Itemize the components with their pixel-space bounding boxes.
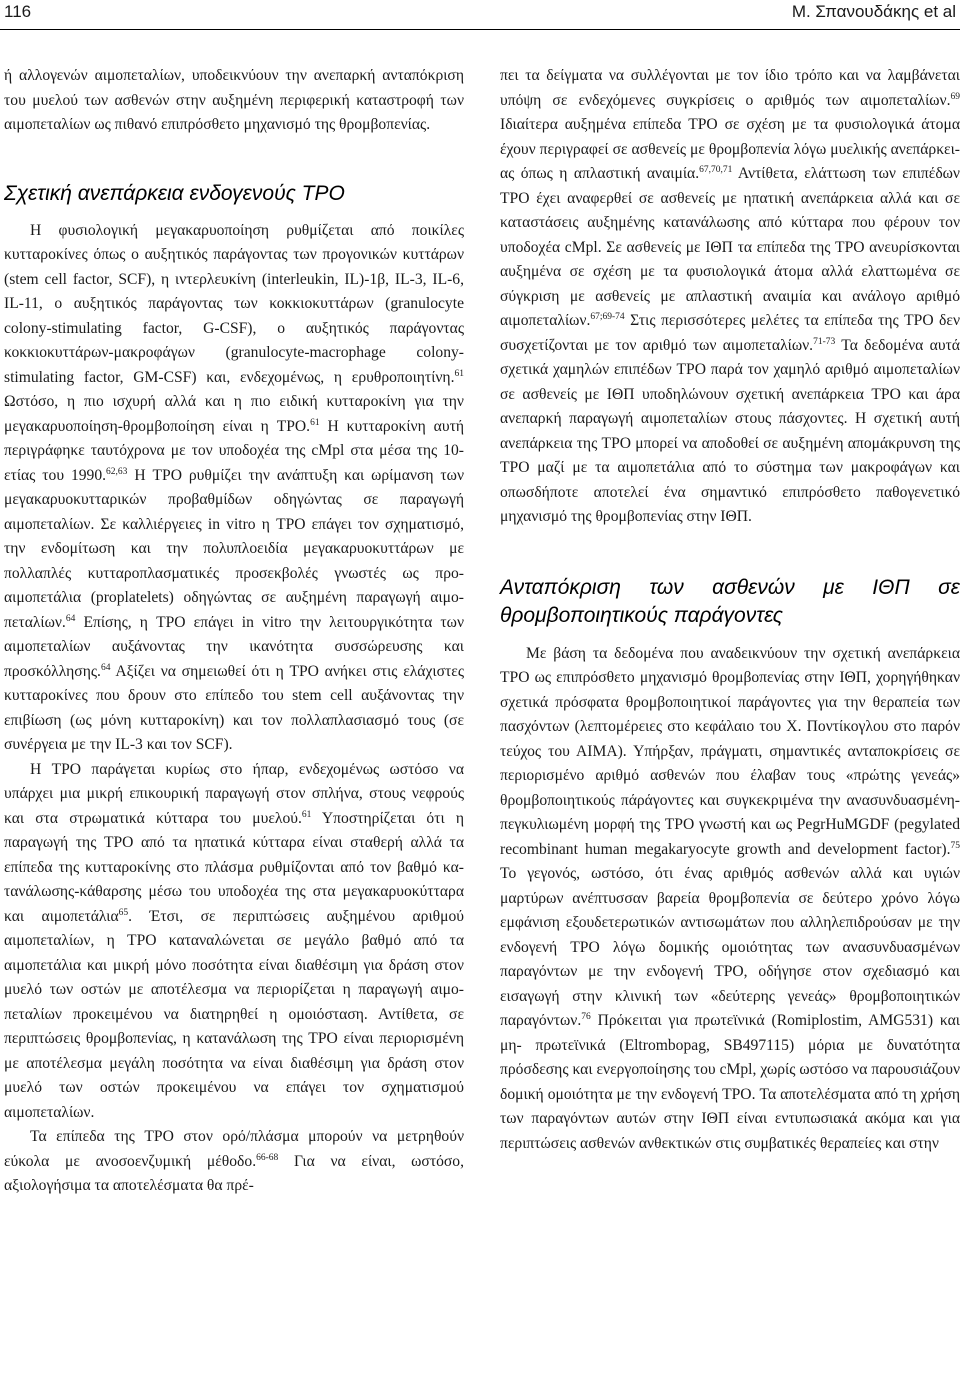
citation: 75 <box>950 840 960 851</box>
section-heading-tpo-insufficiency: Σχετική ανεπάρκεια ενδογενούς TPO <box>4 181 345 205</box>
paragraph-tpo-production: Η TPO παράγεται κυρίως στο ήπαρ, ενδεχομένως ωστόσο να υπάρχει μια μικρή επικουρική παραγωγή στον σπλήνα, στους νεφρούς και στα στρωματικά κύτταρα του μυελού.$^{61}$ Υποστηρίζεται ότι η παραγωγή της TPO από τα ηπατικά κύτταρα είναι σταθερή αλλά τα επίπεδα της κυτταροκίνης στο πλάσμα ρυθμίζονται από τον βαθμό κατανάλωσης-κάθαρσης μέσω του υποδοχέα της στα μεγακαρυοκύτταρα και αιμοπετάλια$^{65}$. Έτσι, σε περιπτώσεις αυξημένου αριθμού αιμοπεταλίων, η TPO καταναλώνεται σε μεγάλο βαθμό από τα αιμοπετάλια και μικρή μόνο ποσότητα είναι διαθέσιμη για δράση στον μυελό των οστών με αποτέλεσμα να περιορίζεται η παραγωγή αιμοπεταλίων προκειμένου να διατηρηθεί η ομοιόσταση. Αντίθετα, σε περιπτώσεις θρομβοπενίας, η κατανάλωση της TPO είναι περιορισμένη με αποτέλεσμα μεγάλη ποσότητα να είναι διαθέσιμη για δράση στον μυελό των οστών προκειμένου να επάγει τον σχηματισμού αιμοπεταλίων. <box>4 760 464 1121</box>
left-column <box>4 64 464 1199</box>
running-head: M. Σπανουδάκης et al <box>791 2 956 21</box>
citation: 64 <box>65 613 76 624</box>
page-number: 116 <box>4 2 32 21</box>
page-header <box>0 0 960 28</box>
citation: 66-68 <box>256 1152 279 1163</box>
citation: 76 <box>581 1011 591 1022</box>
citation: 71-73 <box>813 336 836 347</box>
citation: 67;69-74 <box>590 311 625 322</box>
header-rule <box>0 29 960 30</box>
paragraph-intro: ή αλλογενών αιμοπεταλίων, υποδεικνύουν την ανεπαρκή ανταπόκριση του μυελού των ασθενών στην αυξημένη περιφερική καταστροφή των αιμοπεταλίων ως πιθανό επιπρόσθετο μηχανισμό της θρομβοπενίας. <box>4 67 464 133</box>
citation: 64 <box>100 662 111 673</box>
paragraph-thrombopoietic-agents: Με βάση τα δεδομένα που αναδεικνύουν την σχετική ανεπάρκεια TPO ως επιπρόσθετο μηχανισμό θρομβοπενίας στην ΙΘΠ, χορηγήθηκαν σχετικά πρόσφατα θρομβοποιητικοί παράγοντες για την θεραπεία των πασχόντων (λεπτομέρειες στο κεφάλαιο του Χ. Ποντίκογλου στο παρόν τεύχος του ΑΙΜΑ). Υπήρξαν, πράγματι, σημαντικές ανταποκρίσεις σε περιορισμένο αριθμό ασθενών που έλαβαν τους «πρώτης γενεάς» θρομβοποιητικούς πάράγοντες και συγκεκριμένα την ανασυνδυασμένη-πεγκυλιωμένη μορφή της TPO γνωστή και ως PegrHuMGDF (pegylated recombinant human megakaryocyte growth and development factor).$^{75}$ Το γεγονός, ωστόσο, ότι ένας αριθμός ασθενών αλλά και υγιών μαρτύρων ανέπτυσσαν βαρεία θρομβοπενία σε δεύτερο χρόνο λόγω εμφάνιση εξουδετερωτικών αντισωμάτων που αλληλεπιδρούσαν με την ενδογενή TPO λόγω δομικής ομοιότητας των ανασυνδυασμένων παραγόντων με την ενδογενή TPO, οδήγησε στον σχεδιασμό και εισαγωγή στην κλινική των «δεύτερης γενεάς» θρομβοποιητικών παραγόντων.$^{76}$ Πρόκειται για πρωτεϊνικά (Romiplostim, AMG531) και μη- πρωτεϊνικά (Eltrombopag, SB497115) μόρια με δυνατότητα πρόσδεσης και ενεργοποίησης του cMpl, χωρίς ωστόσο να παρουσιάζουν δομική ομοιότητα με την ενδογενή TPO. Τα αποτελέσματα από τη χρήση των παραγόντων αυτών στην ΙΘΠ είναι εντυπωσιακά ακόμα και για περιπτώσεις ασθενών ανθεκτικών στις συμβατικές θεραπείες και στην <box>500 644 960 1152</box>
citation: 62,63 <box>106 466 128 477</box>
right-column <box>500 64 960 1156</box>
citation: 61 <box>310 417 320 428</box>
paragraph-tpo-levels: Τα επίπεδα της TPO στον ορό/πλάσμα μπορούν να μετρηθούν εύκολα με ανοσοενζυμική μέθοδο.$^{66-68}$ Για να είναι, ωστόσο, αξιολογήσιμα τα αποτελέσματα θα πρέ- <box>4 1128 464 1194</box>
section-heading-response: Ανταπόκριση των ασθενών με ΙΘΠ σε θρομβοποιητικούς παράγοντες <box>500 575 960 627</box>
citation: 67,70,71 <box>699 164 733 175</box>
citation: 69 <box>950 91 960 102</box>
citation: 61 <box>301 809 312 820</box>
citation: 61 <box>454 368 464 379</box>
citation: 65 <box>118 907 129 918</box>
paragraph-continuation: πει τα δείγματα να συλλέγονται με τον ίδιο τρόπο και να λαμβάνεται υπόψη σε ενδεχόμενες συγκρίσεις ο αριθμός των αιμοπεταλίων.$^{69}$ Ιδιαίτερα αυξημένα επίπεδα TPO σε σχέση με τα φυσιολογικά άτομα έχουν περιγραφεί σε ασθενείς με θρομβοπενία λόγω μυελικής ανεπάρκειας όπως η απλαστική αναιμία.$^{67,70,71}$ Αντίθετα, ελάττωση των επιπέδων TPO έχει αναφερθεί σε ασθενείς με ηπατική ανεπάρκεια αλλά και σε καταστάσεις αυξημένης κατανάλωσης από κύτταρα που φέρουν τον υποδοχέα cMpl. Σε ασθενείς με ΙΘΠ τα επίπεδα της TPO ανευρίσκονται αυξημένα σε σχέση με τα φυσιολογικά άτομα αλλά ελαττωμένα σε σύγκριση με ασθενείς με απλαστική αναιμία και ανάλογο αριθμό αιμοπεταλίων.$^{67;69-74}$ Στις περισσότερες μελέτες τα επίπεδα της TPO δεν συσχετίζονται με τον αριθμό των αιμοπεταλίων.$^{71-73}$ Τα δεδομένα αυτά σχετικά χαμηλών επιπέδων TPO παρά τον χαμηλό αριθμό αιμοπεταλίων σε ασθενείς με ΙΘΠ υποδηλώνουν σχετική ανεπάρκεια TPO και άρα ανεπαρκή παραγωγή αιμοπεταλίων στους πάσχοντες. Η σχετική αυτή ανεπάρκεια της TPO μπορεί να αποδοθεί σε αυξημένη απομάκρυνση της TPO μαζί με τα αιμοπετάλια από το σύστημα των μακροφάγων και οπωσδήποτε αποτελεί ένα σημαντικό επιπρόσθετο παθογενετικό μηχανισμό της θρομβοπενίας στην ΙΘΠ. <box>500 67 960 525</box>
paragraph-megakaryopoiesis: Η φυσιολογική μεγακαρυοποίηση ρυθμίζεται από ποικίλες κυτταροκίνες όπως ο αυξητικός παράγοντας των προγονικών κυττάρων (stem cell factor, SCF), η ιντερλευκίνη (interleukin, IL)-1β, IL-3, IL-6, IL-11, ο αυξητικός παράγοντας των κοκκιοκυττάρων (granulocyte colony-stimulating factor, G-CSF), ο αυξητικός παράγοντας κοκκιοκυττάρων-μακροφάγων (granulocyte-macrophage colony-stimulating factor, GM-CSF) και, ενδεχομένως, η ερυθροποιητίνη.$^{61}$ Ωστόσο, η πιο ισχυρή αλλά και η πιο ειδική κυτταροκίνη για την μεγακαρυοποίηση-θρομβοποίηση είναι η TPO.$^{61}$ Η κυτταροκίνη αυτή περιγράφηκε ταυτόχρονα με τον υποδοχέα της cMpl στα μέσα της 10-ετίας του 1990.$^{62,63}$ Η TPO ρυθμίζει την ανάπτυξη και ωρίμανση των μεγακαρυοκυτταρικών προβαθμίδων οδηγώντας σε παραγωγή αιμοπεταλίων. Σε καλλιέργειες in vitro η TPO επάγει τον σχηματισμό, την ενδομίτωση και την πολυπλοειδία μεγακαρυοκυττάρων με πολλαπλές κυτταροπλασματικές προσεκβολές γνωστές ως προ-αιμοπετάλια (proplatelets) οδηγώντας σε αυξημένη παραγωγή αιμοπεταλίων.$^{64}$ Επίσης, η TPO επάγει in vitro την λειτουργικότητα των αιμοπεταλίων αυξάνοντας την ικανότητα συσσώρευσης και προσκόλλησης.$^{64}$ Αξίζει να σημειωθεί ότι η TPO ανήκει στις ελάχιστες κυτταροκίνες που δρουν στο επίπεδο του stem cell αυξάνοντας την επιβίωση (ως μόνη κυτταροκίνη) και τον πολλαπλασιασμό τους (σε συνέργεια με την IL-3 και τον SCF). <box>4 221 464 753</box>
